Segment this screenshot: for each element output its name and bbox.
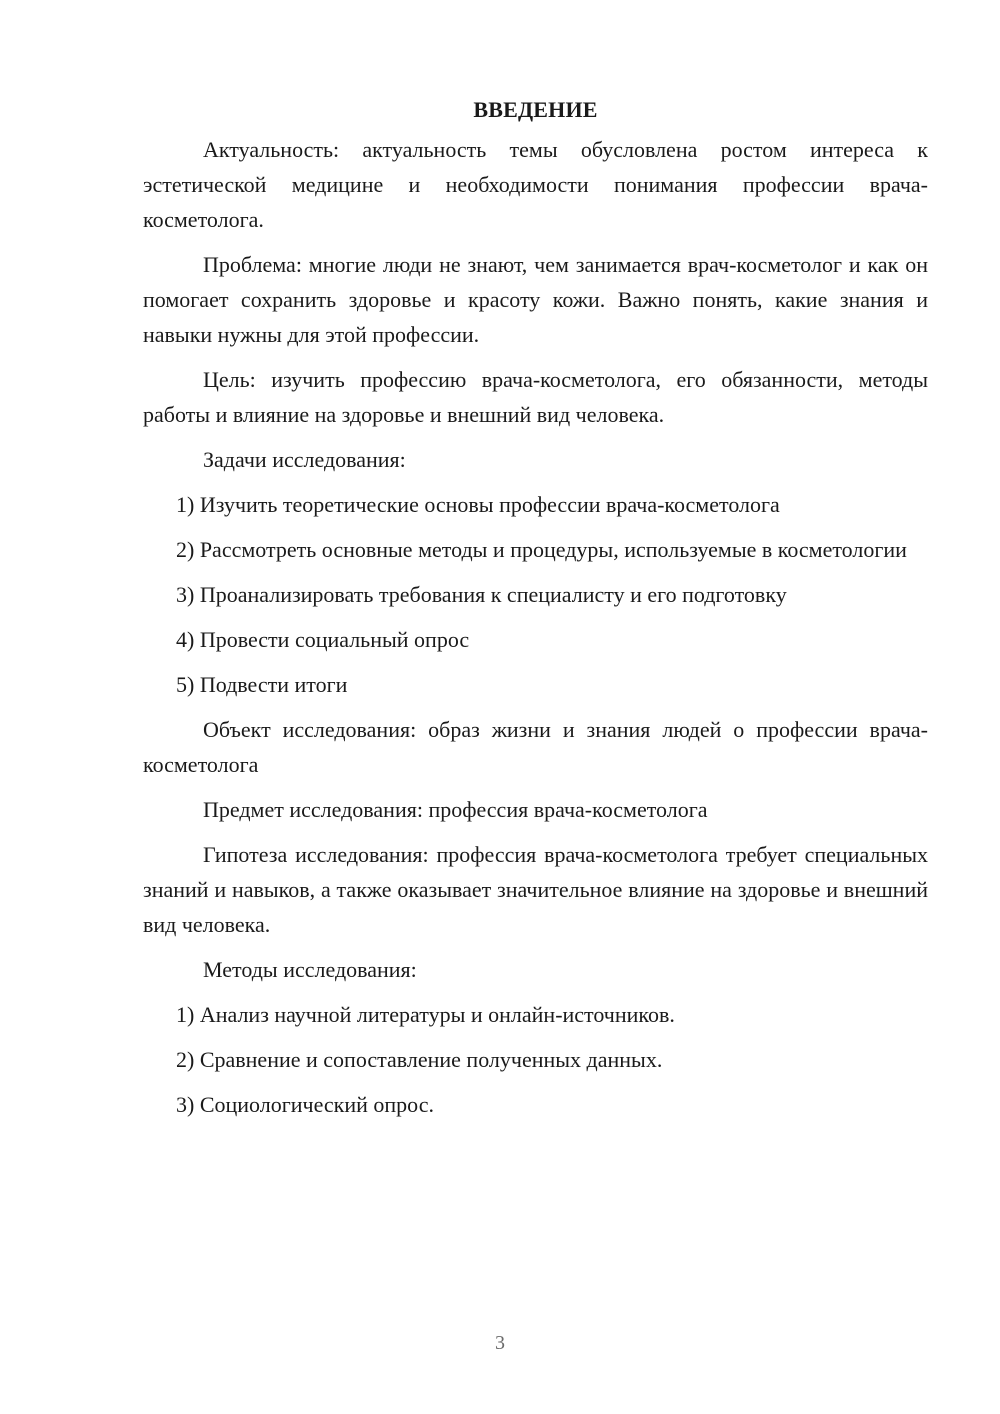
page-title: ВВЕДЕНИЕ bbox=[473, 97, 598, 122]
document-page bbox=[143, 92, 928, 1132]
paragraph-object: Объект исследования: образ жизни и знания людей о профессии врача-косметолога bbox=[143, 717, 928, 777]
tasks-heading: Задачи исследования: bbox=[203, 447, 406, 472]
paragraph-hypothesis: Гипотеза исследования: профессия врача-косметолога требует специальных знаний и навыков, а также оказывает значительное влияние на здоровье и внешний вид человека. bbox=[143, 842, 928, 937]
task-item-1: 1) Изучить теоретические основы профессии врача-косметолога bbox=[176, 492, 780, 517]
method-item-1: 1) Анализ научной литературы и онлайн-источников. bbox=[176, 1002, 675, 1027]
paragraph-subject: Предмет исследования: профессия врача-косметолога bbox=[203, 797, 708, 822]
task-item-3: 3) Проанализировать требования к специалисту и его подготовку bbox=[176, 582, 787, 607]
paragraph-relevance: Актуальность: актуальность темы обусловлена ростом интереса к эстетической медицине и необходимости понимания профессии врача-косметолога. bbox=[143, 137, 928, 232]
methods-heading: Методы исследования: bbox=[203, 957, 417, 982]
method-item-3: 3) Социологический опрос. bbox=[176, 1092, 434, 1117]
task-item-5: 5) Подвести итоги bbox=[176, 672, 348, 697]
task-item-4: 4) Провести социальный опрос bbox=[176, 627, 470, 652]
method-item-2: 2) Сравнение и сопоставление полученных данных. bbox=[176, 1047, 663, 1072]
paragraph-problem: Проблема: многие люди не знают, чем занимается врач-косметолог и как он помогает сохранить здоровье и красоту кожи. Важно понять, какие знания и навыки нужны для этой профессии. bbox=[143, 252, 928, 347]
task-item-2: 2) Рассмотреть основные методы и процедуры, используемые в косметологии bbox=[176, 537, 907, 562]
page-number: 3 bbox=[495, 1332, 505, 1354]
paragraph-goal: Цель: изучить профессию врача-косметолога, его обязанности, методы работы и влияние на здоровье и внешний вид человека. bbox=[143, 367, 928, 427]
